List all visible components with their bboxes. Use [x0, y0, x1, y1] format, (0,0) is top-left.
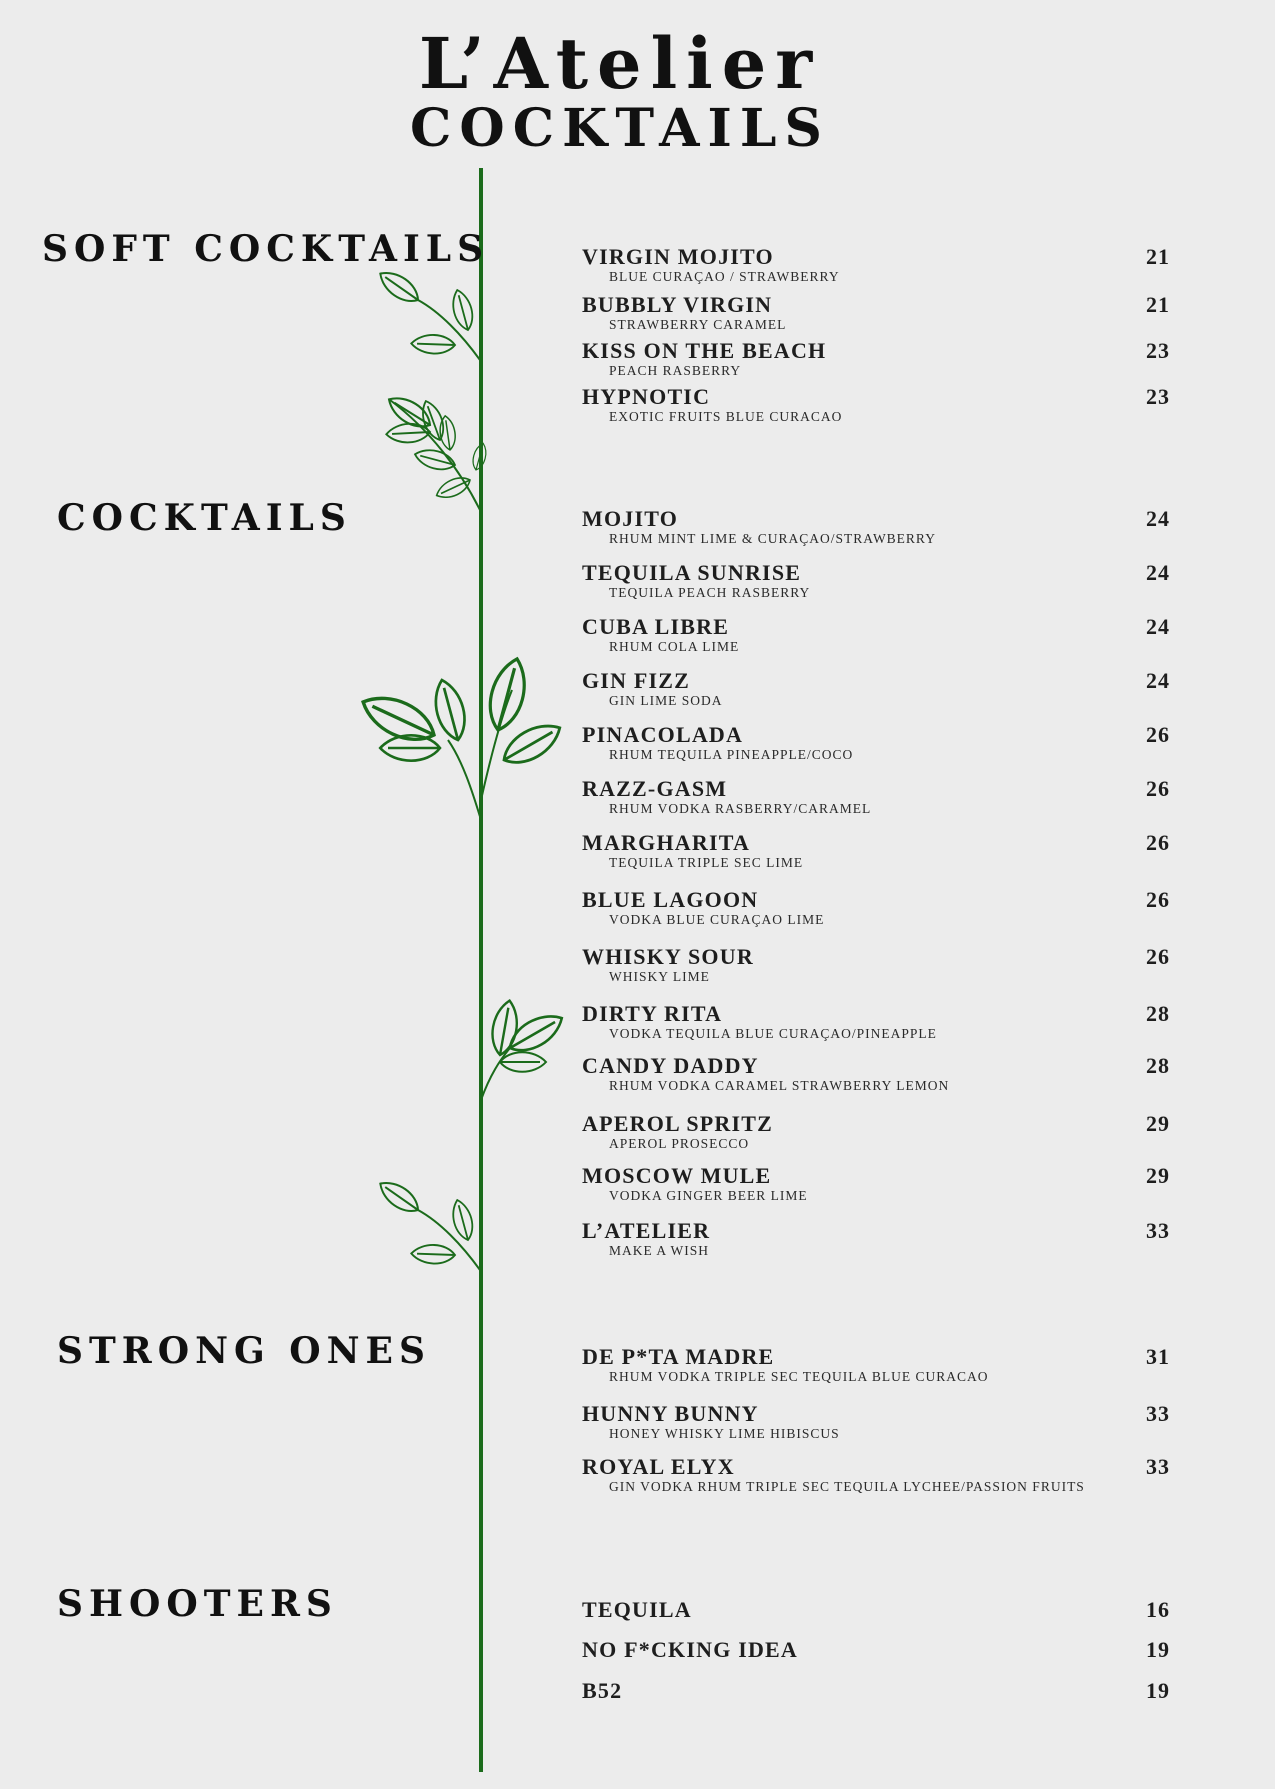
item-price: 21: [1146, 244, 1170, 269]
menu-item: [582, 1054, 1170, 1094]
menu-item: [582, 1455, 1170, 1495]
item-price: 19: [1146, 1637, 1170, 1662]
item-description: RHUM MINT LIME & CURAÇAO/STRAWBERRY: [609, 531, 936, 546]
menu-title: L’Atelier: [418, 22, 822, 105]
item-description: MAKE A WISH: [609, 1243, 710, 1258]
leaf-cluster: [384, 391, 489, 510]
item-description: RHUM COLA LIME: [609, 639, 740, 654]
item-name: APEROL SPRITZ: [582, 1111, 774, 1136]
item-description: TEQUILA PEACH RASBERRY: [609, 585, 811, 600]
menu-item: [582, 385, 1170, 425]
item-name: B52: [582, 1678, 623, 1703]
menu-item: [582, 507, 1170, 547]
menu-item: [582, 1598, 1170, 1622]
menu-item: [582, 1345, 1170, 1385]
menu-item: [582, 777, 1170, 817]
item-price: 33: [1146, 1454, 1170, 1479]
menu-item: [582, 669, 1170, 709]
item-name: MOJITO: [582, 506, 679, 531]
item-description: HONEY WHISKY LIME HIBISCUS: [609, 1426, 840, 1441]
item-name: ROYAL ELYX: [582, 1454, 735, 1479]
item-name: HUNNY BUNNY: [582, 1401, 759, 1426]
menu-item: [582, 1402, 1170, 1442]
item-description: RHUM VODKA CARAMEL STRAWBERRY LEMON: [609, 1078, 950, 1093]
item-description: RHUM VODKA TRIPLE SEC TEQUILA BLUE CURACAO: [609, 1369, 989, 1384]
item-description: WHISKY LIME: [609, 969, 710, 984]
item-description: PEACH RASBERRY: [609, 363, 742, 378]
item-name: HYPNOTIC: [582, 384, 711, 409]
menu-item: [582, 1164, 1170, 1204]
menu-item: [582, 1002, 1170, 1042]
menu-item: [582, 1219, 1170, 1259]
section-title-soft: SOFT COCKTAILS: [42, 228, 490, 270]
item-price: 26: [1146, 776, 1170, 801]
item-price: 28: [1146, 1001, 1170, 1026]
item-price: 29: [1146, 1111, 1170, 1136]
item-price: 31: [1146, 1344, 1170, 1369]
item-price: 23: [1146, 338, 1170, 363]
item-name: CANDY DADDY: [582, 1053, 759, 1078]
item-description: EXOTIC FRUITS BLUE CURACAO: [609, 409, 843, 424]
menu-item: [582, 723, 1170, 763]
menu-subtitle: COCKTAILS: [410, 98, 830, 159]
item-price: 26: [1146, 944, 1170, 969]
item-price: 16: [1146, 1597, 1170, 1622]
item-price: 24: [1146, 668, 1170, 693]
item-name: TEQUILA SUNRISE: [582, 560, 802, 585]
section-title-strong: STRONG ONES: [57, 1330, 431, 1372]
item-name: GIN FIZZ: [582, 668, 691, 693]
menu-item: [582, 339, 1170, 379]
menu-item: [582, 831, 1170, 871]
item-price: 26: [1146, 830, 1170, 855]
item-name: CUBA LIBRE: [582, 614, 730, 639]
menu-item: [582, 1679, 1170, 1703]
menu-item: [582, 245, 1170, 285]
item-price: 24: [1146, 506, 1170, 531]
item-description: GIN VODKA RHUM TRIPLE SEC TEQUILA LYCHEE/PASSION FRUITS: [609, 1479, 1085, 1494]
section-title-cocktails: COCKTAILS: [57, 497, 352, 539]
item-price: 26: [1146, 887, 1170, 912]
item-name: KISS ON THE BEACH: [582, 338, 827, 363]
item-price: 23: [1146, 384, 1170, 409]
menu-item: [582, 888, 1170, 928]
item-name: L’ATELIER: [582, 1218, 711, 1243]
item-name: MOSCOW MULE: [582, 1163, 772, 1188]
item-name: NO F*CKING IDEA: [582, 1637, 799, 1662]
item-name: BUBBLY VIRGIN: [582, 292, 773, 317]
item-name: RAZZ-GASM: [582, 776, 728, 801]
item-description: RHUM TEQUILA PINEAPPLE/COCO: [609, 747, 854, 762]
item-description: STRAWBERRY CARAMEL: [609, 317, 787, 332]
leaf-cluster: [375, 1176, 480, 1270]
menu-item: [582, 1112, 1170, 1152]
item-price: 28: [1146, 1053, 1170, 1078]
item-name: PINACOLADA: [582, 722, 744, 747]
item-price: 33: [1146, 1401, 1170, 1426]
item-description: APEROL PROSECCO: [609, 1136, 750, 1151]
item-price: 24: [1146, 560, 1170, 585]
item-name: BLUE LAGOON: [582, 887, 759, 912]
item-description: VODKA BLUE CURAÇAO LIME: [609, 912, 825, 927]
menu-item: [582, 293, 1170, 333]
item-description: TEQUILA TRIPLE SEC LIME: [609, 855, 804, 870]
item-price: 33: [1146, 1218, 1170, 1243]
menu-item: [582, 561, 1170, 601]
item-name: VIRGIN MOJITO: [582, 244, 774, 269]
item-name: MARGHARITA: [582, 830, 751, 855]
item-price: 26: [1146, 722, 1170, 747]
item-name: DIRTY RITA: [582, 1001, 723, 1026]
item-description: VODKA TEQUILA BLUE CURAÇAO/PINEAPPLE: [609, 1026, 937, 1041]
leaf-cluster: [375, 266, 480, 360]
leaf-cluster: [356, 655, 566, 820]
menu-item: [582, 945, 1170, 985]
item-price: 21: [1146, 292, 1170, 317]
item-price: 29: [1146, 1163, 1170, 1188]
item-price: 24: [1146, 614, 1170, 639]
item-name: DE P*TA MADRE: [582, 1344, 775, 1369]
item-description: GIN LIME SODA: [609, 693, 723, 708]
menu-item: [582, 1638, 1170, 1662]
section-title-shooters: SHOOTERS: [57, 1583, 338, 1625]
item-description: BLUE CURAÇAO / STRAWBERRY: [609, 269, 840, 284]
item-description: VODKA GINGER BEER LIME: [609, 1188, 808, 1203]
menu-item: [582, 615, 1170, 655]
item-description: RHUM VODKA RASBERRY/CARAMEL: [609, 801, 872, 816]
item-name: WHISKY SOUR: [582, 944, 754, 969]
item-name: TEQUILA: [582, 1597, 692, 1622]
leaf-cluster: [481, 999, 568, 1100]
item-price: 19: [1146, 1678, 1170, 1703]
